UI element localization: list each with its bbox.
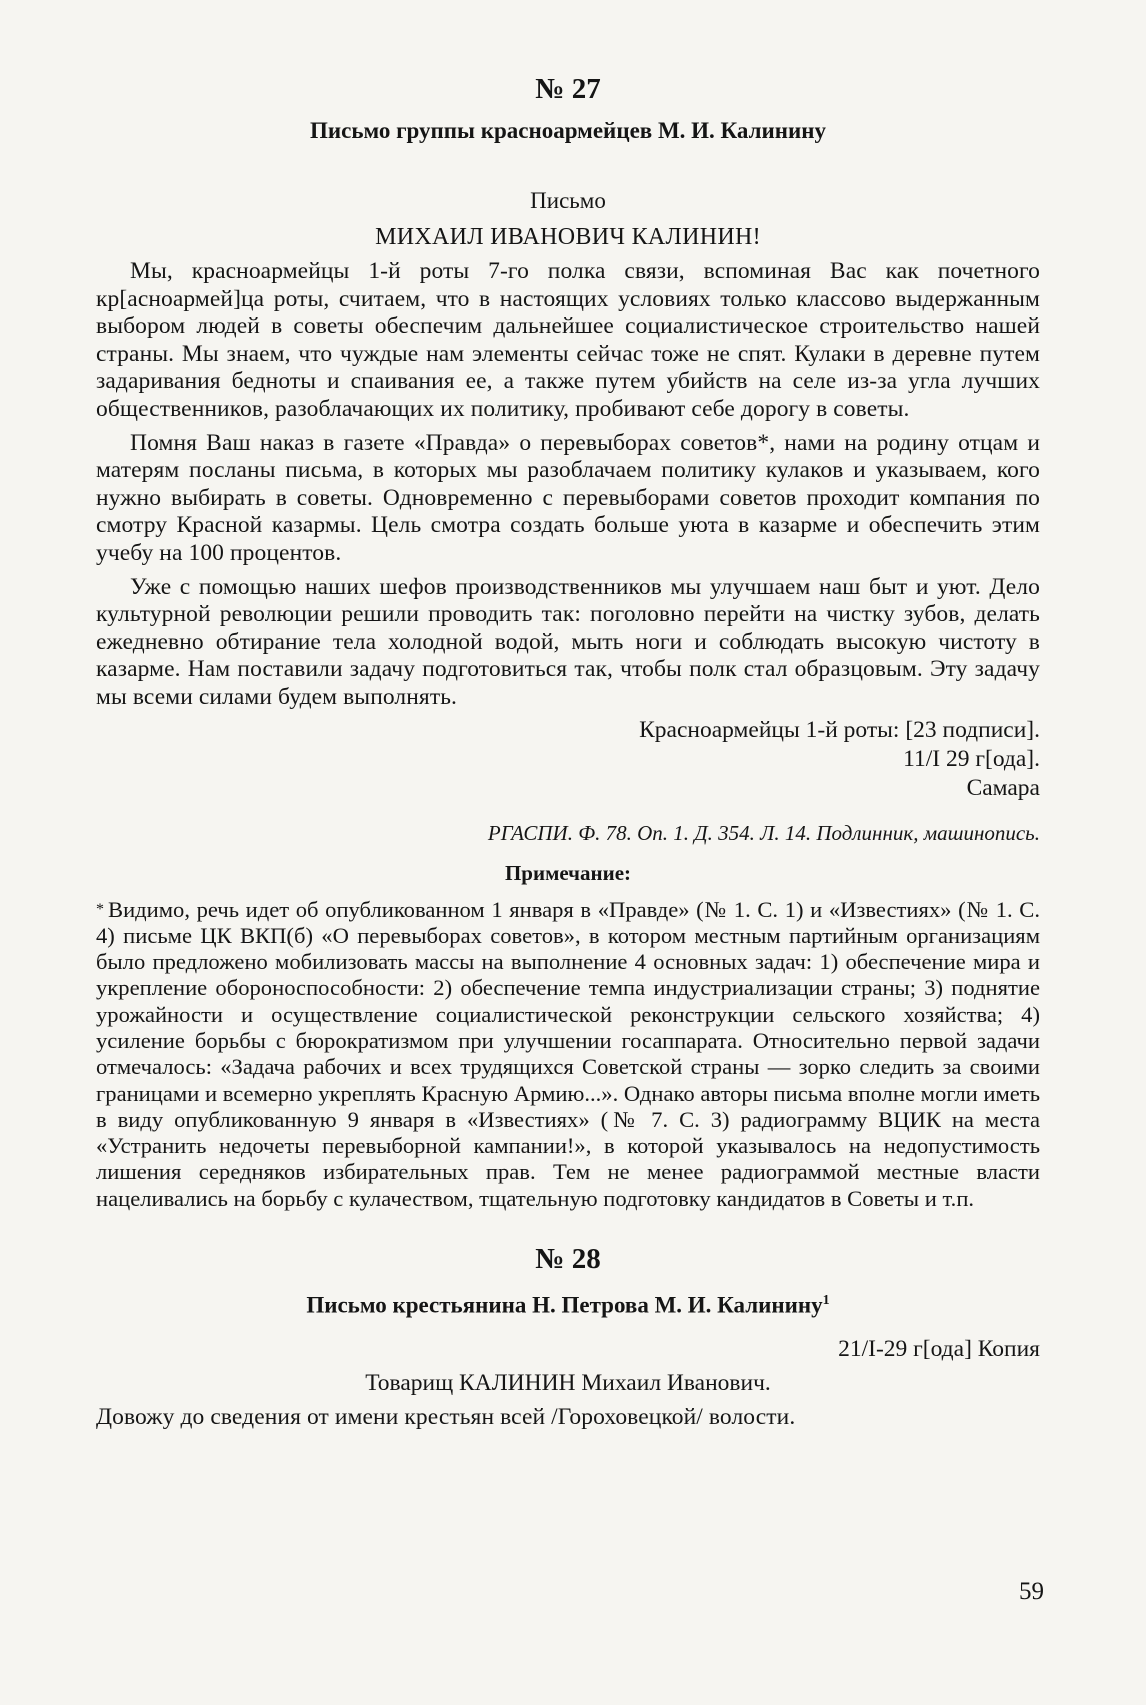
signature-block bbox=[96, 716, 1040, 803]
document-genre: Письмо bbox=[530, 188, 606, 213]
document-number: № 27 bbox=[535, 73, 601, 105]
footnote-text bbox=[96, 897, 1040, 1213]
letter-paragraph: Мы, красноармейцы 1-й роты 7-го полка связи, вспоминая Вас как почетного кр[асноармей]ца роты, считаем, что в настоящих условиях только классово выдержанным выбором людей в советы обеспечим дальнейшее социалистическое строительство нашей страны. Мы знаем, что чуждые нам элементы сейчас тоже не спят. Кулаки в деревне путем задаривания бедноты и спаивания ее, а также путем убийств на селе из-за угла лучших общественников, разоблачающих их политику, пробивают себе дорогу в советы. bbox=[96, 258, 1040, 422]
document-28-header bbox=[96, 1242, 1040, 1321]
document-number: № 28 bbox=[535, 1243, 601, 1276]
letter-paragraph: Помня Ваш наказ в газете «Правда» о перевыборах советов*, нами на родину отцам и матерям посланы письма, в которых мы разоблачаем политику кулаков и указываем, кого нужно выбирать в советы. Одновременно с перевыборами советов проходит компания по смотру Красной казармы. Цель смотра создать больше уюта в казарме и обеспечить этим учебу на 100 процентов. bbox=[96, 429, 1040, 566]
page-number: 59 bbox=[1019, 1578, 1044, 1605]
page-content bbox=[96, 72, 1040, 1431]
title-footnote-ref: 1 bbox=[822, 1293, 830, 1309]
footnote-body: Видимо, речь идет об опубликованном 1 января в «Правде» (№ 1. С. 1) и «Известиях» (№ 1. С. 4) письме ЦК ВКП(б) «О перевыборах советов», в котором местным партийным организациям было предложено мобилизовать массы на выполнение 4 основных задач: 1) обеспечение мира и укрепление обороноспособности: 2) обеспечение темпа индустриализации страны; 3) поднятие урожайности и осуществление социалистической реконструкции сельского хозяйства; 4) усиление борьбы с бюрократизмом при улучшении госаппарата. Относительно первой задачи отмечалось: «Задача рабочих и всех трудящихся Советской страны — зорко следить за своими границами и всемерно укреплять Красную Армию...». Однако авторы письма вполне могли иметь в виду опубликованную 9 января в «Известиях» (№ 7. С. 3) радиограмму ВЦИК на места «Устранить недочеты перевыборной кампании!», в которой указывалось на недопустимость лишения середняков избирательных прав. Тем не менее радиограммой местные власти нацеливались на борьбу с кулачеством, тщательную подготовку кандидатов в Советы и т.п. bbox=[96, 896, 1040, 1211]
footnote-mark: * bbox=[96, 900, 104, 918]
letter-paragraph: Довожу до сведения от имени крестьян всей /Гороховецкой/ волости. bbox=[96, 1403, 796, 1430]
letter-addressee: МИХАИЛ ИВАНОВИЧ КАЛИНИН! bbox=[375, 224, 761, 250]
letter-greeting: Товарищ КАЛИНИН Михаил Иванович. bbox=[365, 1369, 771, 1396]
letter-paragraph: Уже с помощью наших шефов производственников мы улучшаем наш быт и уют. Дело культурной революции решили проводить так: поголовно перейти на чистку зубов, делать ежедневно обтирание тела холодной водой, мыть ноги и соблюдать высокую чистоту в казарме. Нам поставили задачу подготовиться так, чтобы полк стал образцовым. Эту задачу мы всеми силами будем выполнять. bbox=[96, 573, 1040, 710]
archive-reference: РГАСПИ. Ф. 78. Оп. 1. Д. 354. Л. 14. Подлинник, машинопись. bbox=[487, 820, 1040, 845]
note-heading: Примечание: bbox=[504, 860, 632, 885]
letter-signature: Красноармейцы 1-й роты: [23 подписи]. bbox=[639, 716, 1040, 743]
document-title-text: Письмо крестьянина Н. Петрова М. И. Калинину bbox=[306, 1292, 823, 1318]
document-title bbox=[96, 1286, 1040, 1321]
letter-date-line: 21/I-29 г[ода] Копия bbox=[838, 1335, 1040, 1362]
letter-place: Самара bbox=[966, 774, 1040, 801]
document-title: Письмо группы красноармейцев М. И. Калинину bbox=[309, 118, 827, 143]
letter-date: 11/I 29 г[ода]. bbox=[903, 745, 1040, 772]
